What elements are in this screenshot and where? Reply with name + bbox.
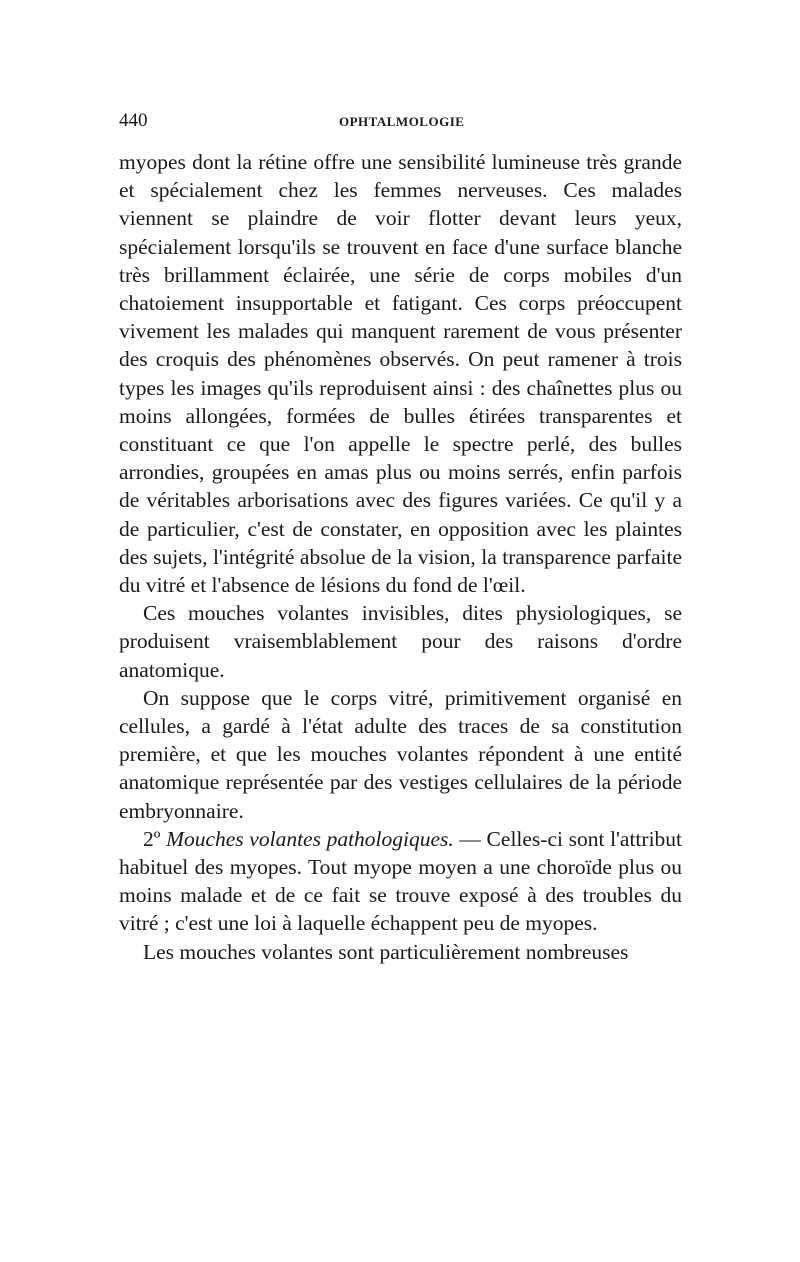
running-title: OPHTALMOLOGIE bbox=[339, 114, 465, 129]
paragraph-embryonic-origin: On suppose que le corps vitré, primitivement organisé en cellules, a gardé à l'état adulte des traces de sa constitution première, et que les mouches volantes répondent à une entité anatomique représentée par des vestiges cellulaires de la période embryonnaire. bbox=[119, 685, 682, 823]
section-heading-italic: Mouches volantes pathologiques. bbox=[166, 826, 454, 851]
running-head bbox=[119, 108, 682, 138]
body-text bbox=[119, 148, 682, 966]
section-number: 2º bbox=[143, 826, 161, 851]
page-number: 440 bbox=[119, 110, 148, 131]
paragraph-continuation: Les mouches volantes sont particulièrement nombreuses bbox=[143, 939, 629, 964]
paragraph-pathological-floaters bbox=[119, 825, 682, 938]
book-page bbox=[119, 108, 682, 966]
paragraph-bright-surface-floaters: myopes dont la rétine offre une sensibilité lumineuse très grande et spécialement chez les femmes nerveuses. Ces malades viennent se plaindre de voir flotter devant leurs yeux, spécialement lorsqu'ils se trouvent en face d'une surface blanche très brillamment éclairée, une série de corps mobiles d'un chatoiement insupportable et fatigant. Ces corps préoccupent vivement les malades qui manquent rarement de vous présenter des croquis des phénomènes observés. On peut ramener à trois types les images qu'ils reproduisent ainsi : des chaînettes plus ou moins allongées, formées de bulles étirées transparentes et constituant ce que l'on appelle le spectre perlé, des bulles arrondies, groupées en amas plus ou moins serrés, enfin parfois de véritables arborisations avec des figures variées. Ce qu'il y a de particulier, c'est de constater, en opposition avec les plaintes des sujets, l'intégrité absolue de la vision, la transparence parfaite du vitré et l'absence de lésions du fond de l'œil. bbox=[119, 150, 682, 598]
paragraph-physiological-floaters: Ces mouches volantes invisibles, dites physiologiques, se produisent vraisemblablement pour des raisons d'ordre anatomique. bbox=[119, 601, 682, 682]
section-text: — Celles-ci sont l'attribut habituel des myopes. Tout myope moyen a une choroïde plus ou moins malade et de ce fait se trouve exposé à des troubles du vitré ; c'est une loi à laquelle échappent peu de myopes. bbox=[119, 826, 683, 936]
